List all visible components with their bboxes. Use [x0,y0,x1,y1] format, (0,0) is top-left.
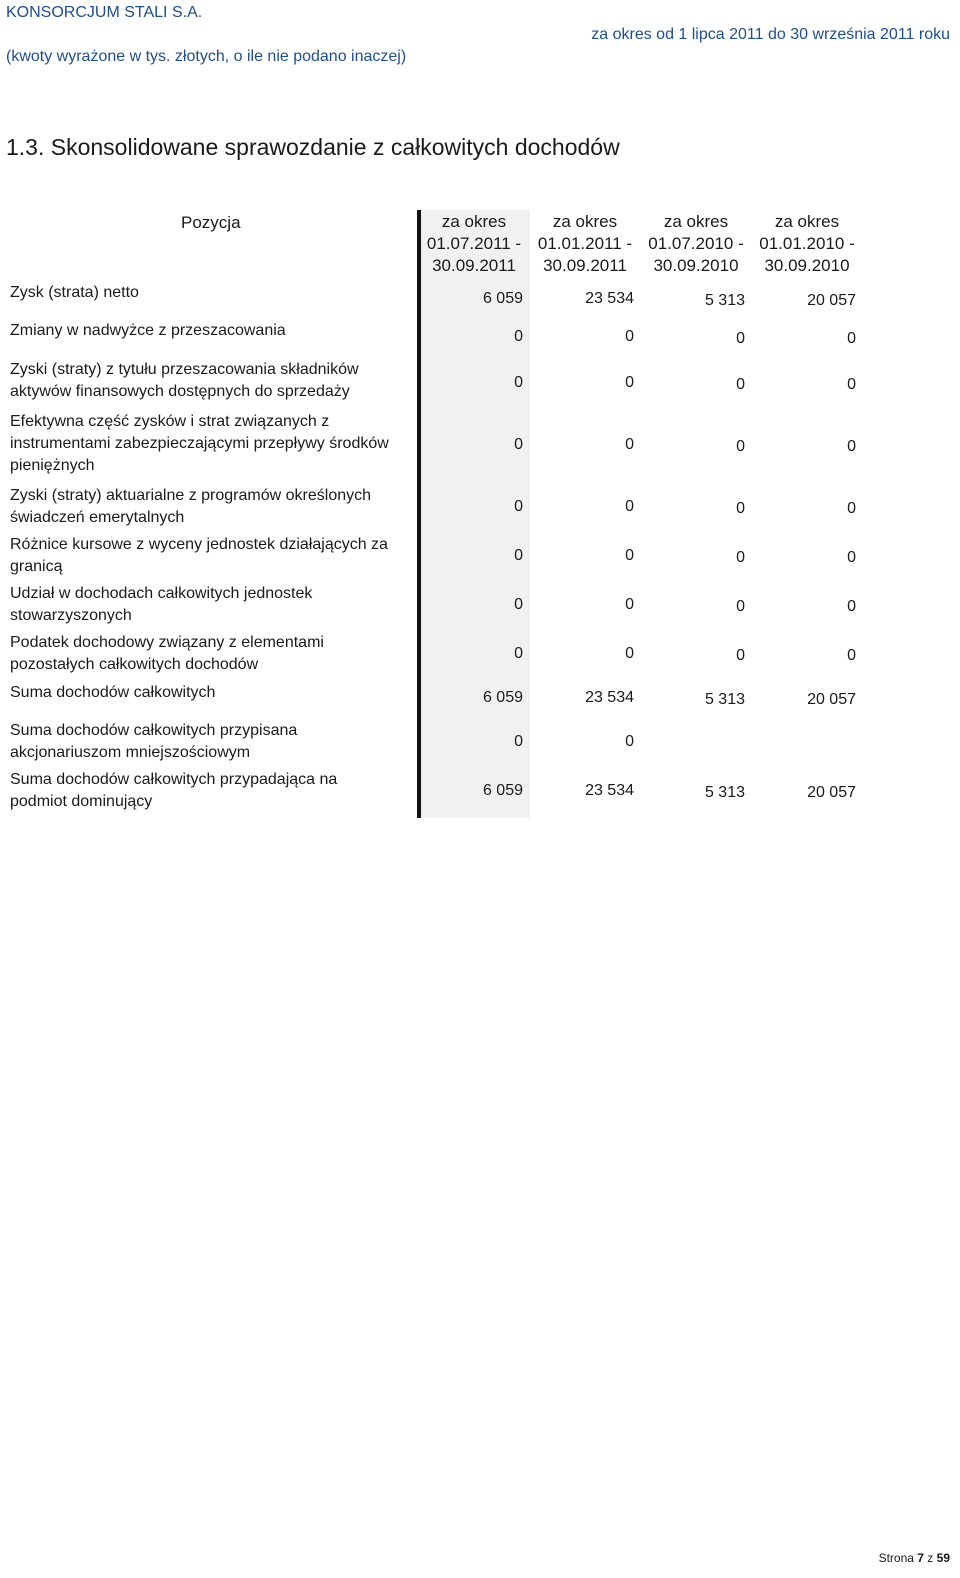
row-label: Zyski (straty) aktuarialne z programów określonych świadczeń emerytalnych [10,487,372,526]
row-label: Efektywna część zysków i strat związanych z instrumentami zabezpieczającymi przepływy środków pieniężnych [10,413,389,474]
cell-value: 0 [847,330,856,347]
cell-value: 0 [736,330,745,347]
cell-value: 0 [625,547,634,564]
page-number: Strona 7 z 59 [878,1551,950,1565]
cell-value: 5 313 [704,691,745,708]
row-label: Różnice kursowe z wyceny jednostek działających za granicą [10,536,388,575]
row-label: Podatek dochodowy związany z elementami pozostałych całkowitych dochodów [10,634,324,673]
cell-value: 0 [514,596,523,613]
cell-value: 0 [847,549,856,566]
cell-value: 0 [736,500,745,517]
cell-value: 0 [847,500,856,517]
cell-value: 0 [625,498,634,515]
cell-value: 0 [736,598,745,615]
cell-value: 0 [736,376,745,393]
cell-value: 0 [625,645,634,662]
row-label: Udział w dochodach całkowitych jednostek stowarzyszonych [10,585,313,624]
cell-value: 20 057 [807,784,856,801]
cell-value: 0 [514,436,523,453]
cell-value: 5 313 [704,292,745,309]
cell-value: 0 [625,328,634,345]
cell-value: 23 534 [585,782,634,799]
row-label: Suma dochodów całkowitych przypisana akcjonariuszom mniejszościowym [10,722,298,761]
cell-value: 6 059 [482,689,523,706]
units-note: (kwoty wyrażone w tys. złotych, o ile nie podano inaczej) [6,48,407,65]
cell-value: 0 [514,645,523,662]
cell-value: 5 313 [704,784,745,801]
row-label: Zmiany w nadwyżce z przeszacowania [10,322,286,339]
cell-value: 0 [514,498,523,515]
period-label: za okres od 1 lipca 2011 do 30 września 2011 roku [591,26,950,43]
cell-value: 0 [514,328,523,345]
cell-value: 6 059 [482,290,523,307]
table-divider [417,210,421,818]
row-label: Zyski (straty) z tytułu przeszacowania składników aktywów finansowych dostępnych do sprzedaży [10,361,359,400]
cell-value: 23 534 [585,290,634,307]
cell-value: 0 [625,436,634,453]
row-label: Suma dochodów całkowitych przypadająca na podmiot dominujący [10,771,338,810]
row-label: Suma dochodów całkowitych [10,684,216,701]
cell-value: 0 [514,733,523,750]
cell-value: 20 057 [807,691,856,708]
cell-value: 0 [625,374,634,391]
cell-value: 20 057 [807,292,856,309]
cell-value: 0 [847,376,856,393]
section-title: 1.3. Skonsolidowane sprawozdanie z całkowitych dochodów [6,134,620,160]
position-header: Pozycja [181,213,241,232]
cell-value: 0 [736,647,745,664]
cell-value: 0 [625,733,634,750]
cell-value: 0 [847,598,856,615]
column-header: za okres 01.01.2011 - 30.09.2011 [537,212,633,275]
cell-value: 0 [847,438,856,455]
column-header: za okres 01.07.2010 - 30.09.2010 [648,212,744,275]
cell-value: 0 [736,438,745,455]
cell-value: 0 [514,547,523,564]
column-header: za okres 01.01.2010 - 30.09.2010 [759,212,855,275]
company-name: KONSORCJUM STALI S.A. [6,4,203,21]
column-header: za okres 01.07.2011 - 30.09.2011 [426,212,522,275]
cell-value: 0 [514,374,523,391]
cell-value: 0 [625,596,634,613]
cell-value: 23 534 [585,689,634,706]
cell-value: 6 059 [482,782,523,799]
row-label: Zysk (strata) netto [10,284,139,301]
cell-value: 0 [736,549,745,566]
cell-value: 0 [847,647,856,664]
